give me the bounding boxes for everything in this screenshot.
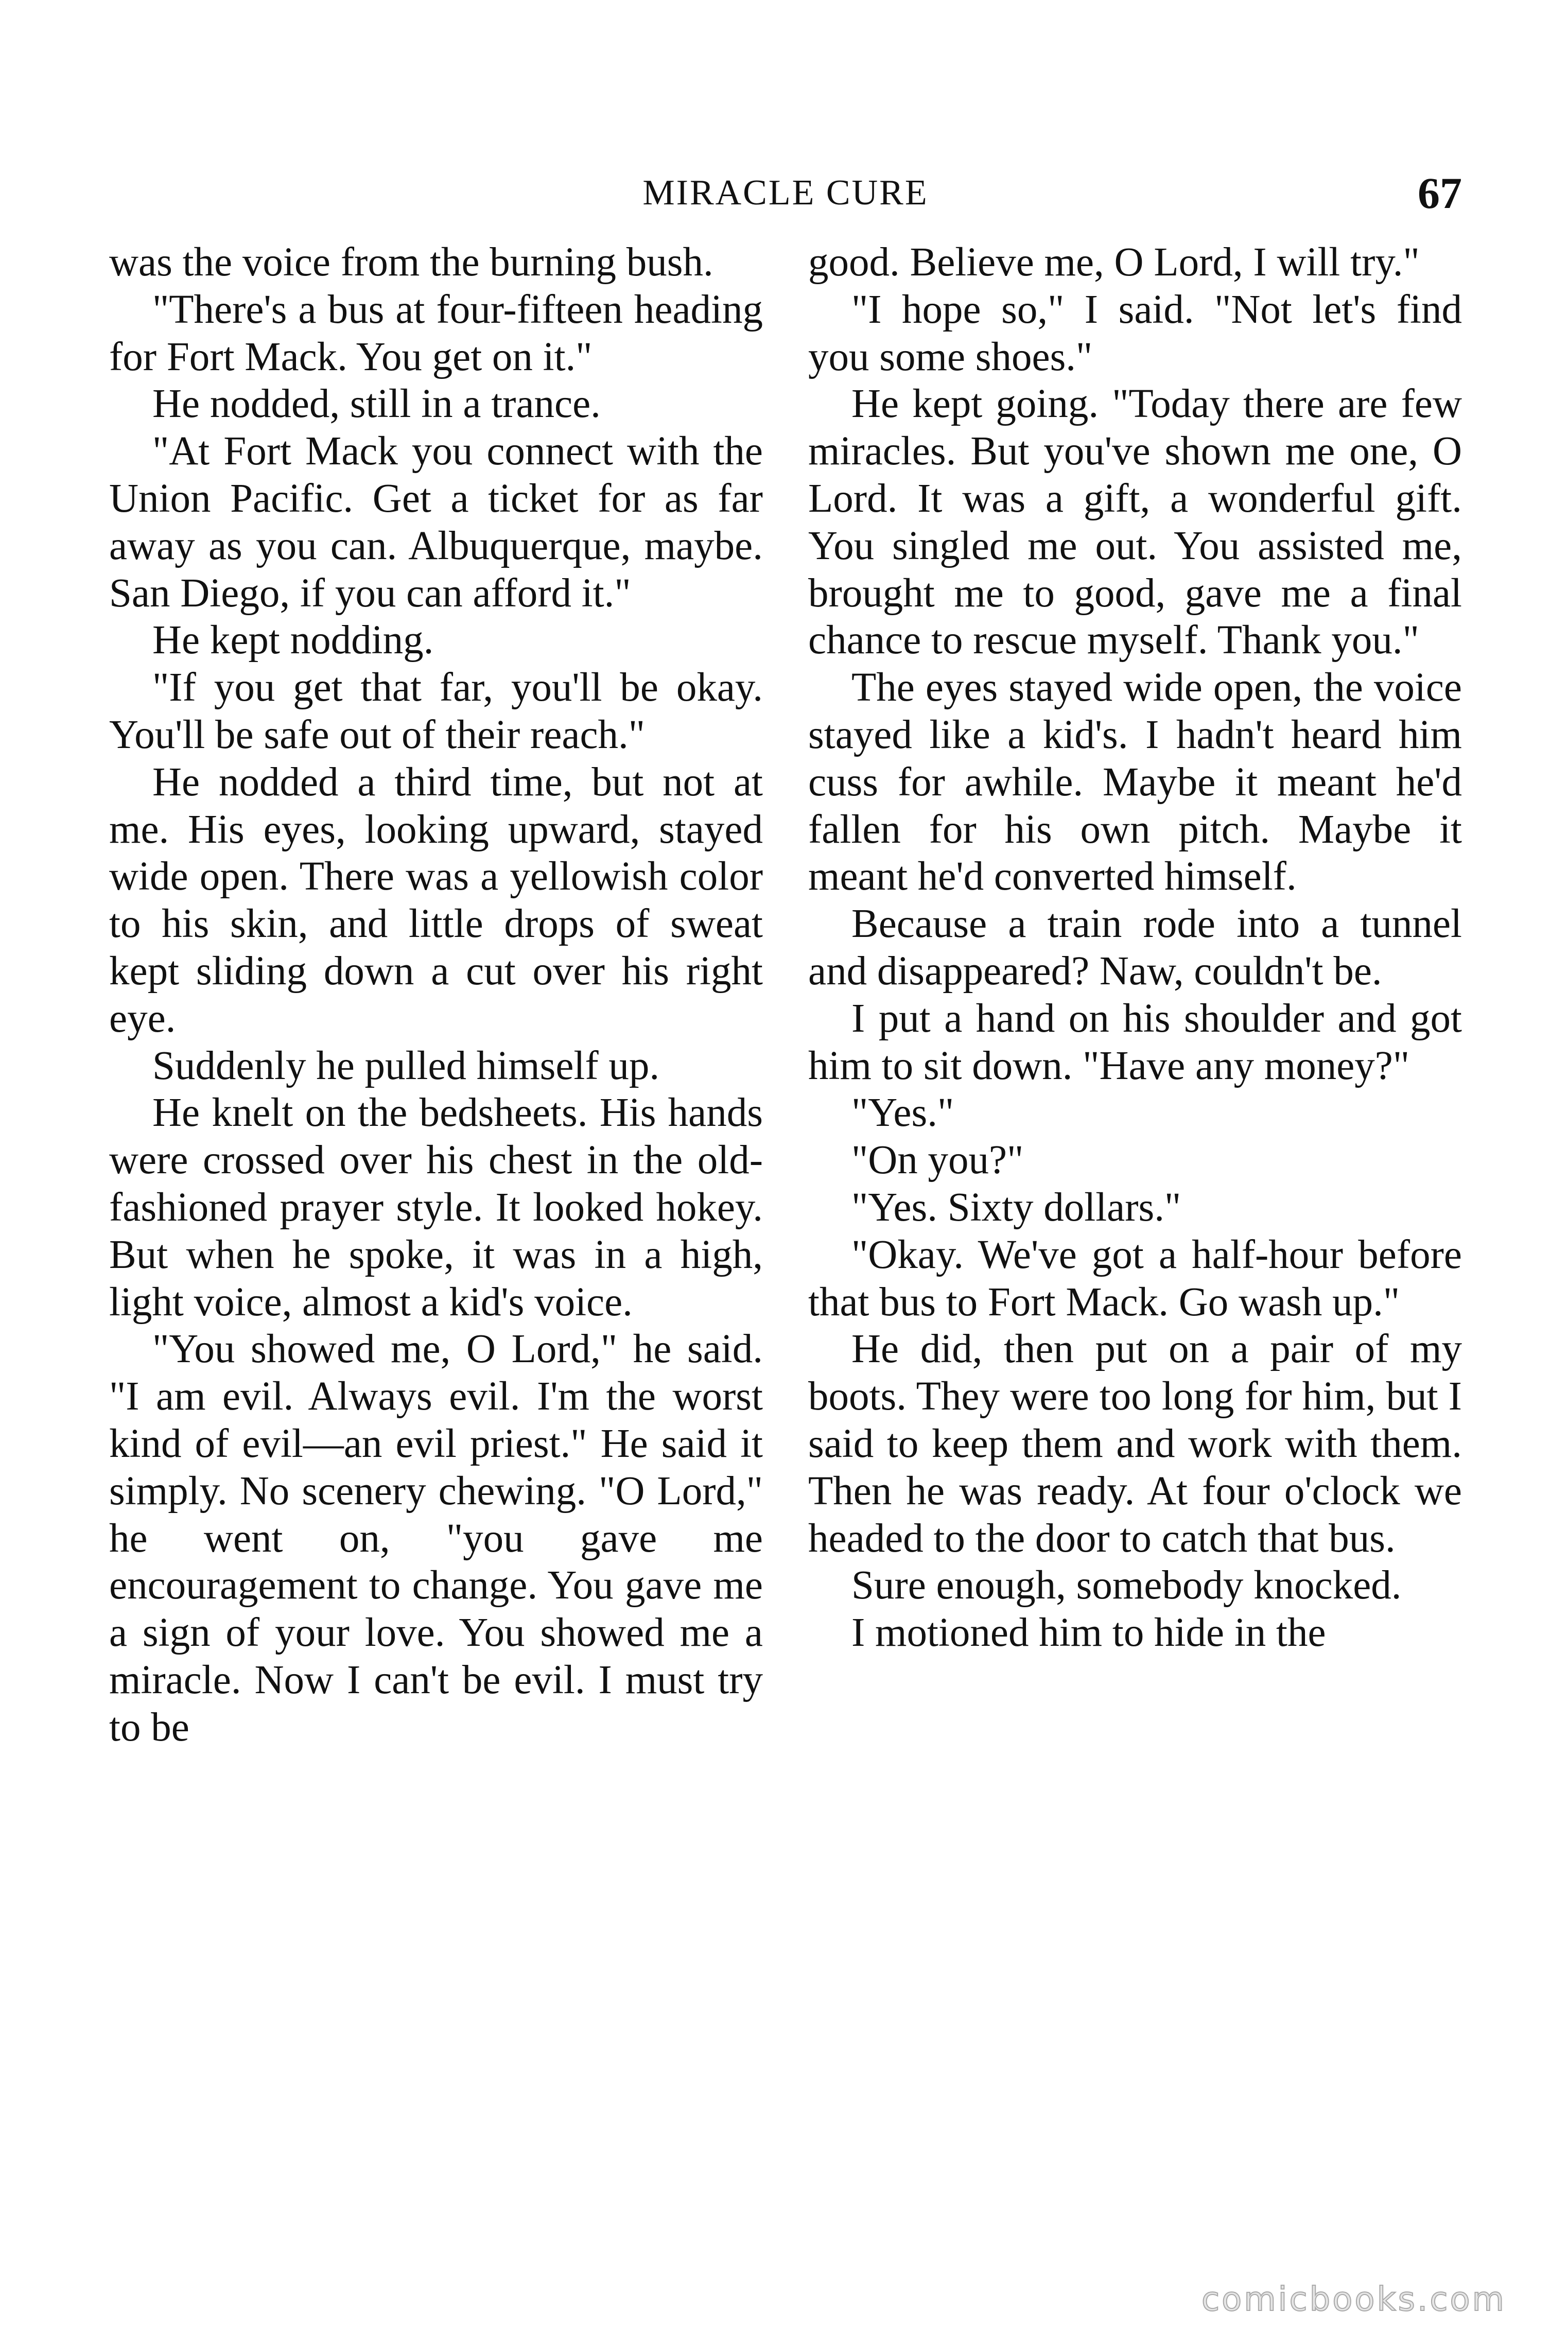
paragraph: was the voice from the burning bush. bbox=[109, 240, 713, 285]
paragraph: He kept going. "Today there are few miracles. But you've shown me one, O Lord. It was a gift, a wonderful gift. You singled me out. You assisted me, brought me to good, gave me a final chance to rescue myself. Thank you." bbox=[808, 381, 1462, 663]
paragraph: Sure enough, somebody knocked. bbox=[851, 1563, 1402, 1608]
paragraph: "On you?" bbox=[851, 1138, 1024, 1183]
paragraph: "You showed me, O Lord," he said. "I am evil. Always evil. I'm the worst kind of evil—an evil priest." He said it simply. No scenery chewing. "O Lord," he went on, "you gave me encouragement to change. You gave me a sign of your love. You showed me a miracle. Now I can't be evil. I must try to be bbox=[109, 1327, 763, 1750]
paragraph: He nodded, still in a trance. bbox=[152, 381, 601, 427]
watermark: comicbooks.com bbox=[1201, 2281, 1506, 2319]
paragraph: "I hope so," I said. "Not let's find you some shoes." bbox=[808, 287, 1462, 379]
right-column bbox=[808, 239, 1462, 1657]
page-header bbox=[109, 170, 1462, 216]
paragraph: I motioned him to hide in the bbox=[851, 1610, 1326, 1656]
paragraph: "At Fort Mack you connect with the Union Pacific. Get a ticket for as far away as you can. Albuquerque, maybe. San Diego, if you can afford it." bbox=[109, 429, 763, 616]
paragraph: Because a train rode into a tunnel and disappeared? Naw, couldn't be. bbox=[808, 901, 1462, 994]
paragraph: "Yes. Sixty dollars." bbox=[851, 1185, 1181, 1230]
paragraph: "There's a bus at four-fifteen heading for Fort Mack. You get on it." bbox=[109, 287, 763, 379]
paragraph: "Okay. We've got a half-hour before that bus to Fort Mack. Go wash up." bbox=[808, 1232, 1462, 1325]
paragraph: He did, then put on a pair of my boots. They were too long for him, but I said to keep them and work with them. Then he was ready. At four o'clock we headed to the door to catch that bus. bbox=[808, 1327, 1462, 1561]
paragraph: good. Believe me, O Lord, I will try." bbox=[808, 240, 1420, 285]
left-column bbox=[109, 239, 763, 1751]
paragraph: "If you get that far, you'll be okay. You'll be safe out of their reach." bbox=[109, 665, 763, 757]
paragraph: Suddenly he pulled himself up. bbox=[152, 1043, 660, 1088]
paragraph: I put a hand on his shoulder and got him to sit down. "Have any money?" bbox=[808, 996, 1462, 1088]
paragraph: "Yes." bbox=[851, 1090, 954, 1136]
page-number: 67 bbox=[1418, 168, 1462, 218]
paragraph: He nodded a third time, but not at me. His eyes, looking upward, stayed wide open. There was a yellowish color to his skin, and little drops of sweat kept sliding down a cut over his right eye. bbox=[109, 759, 763, 1041]
paragraph: He knelt on the bedsheets. His hands were crossed over his chest in the old-fashioned prayer style. It looked hokey. But when he spoke, it was in a high, light voice, almost a kid's voice. bbox=[109, 1090, 763, 1325]
paragraph: The eyes stayed wide open, the voice stayed like a kid's. I hadn't heard him cuss for awhile. Maybe it meant he'd fallen for his own pitch. Maybe it meant he'd converted himself. bbox=[808, 665, 1462, 899]
paragraph: He kept nodding. bbox=[152, 618, 434, 663]
running-title: MIRACLE CURE bbox=[642, 173, 929, 213]
